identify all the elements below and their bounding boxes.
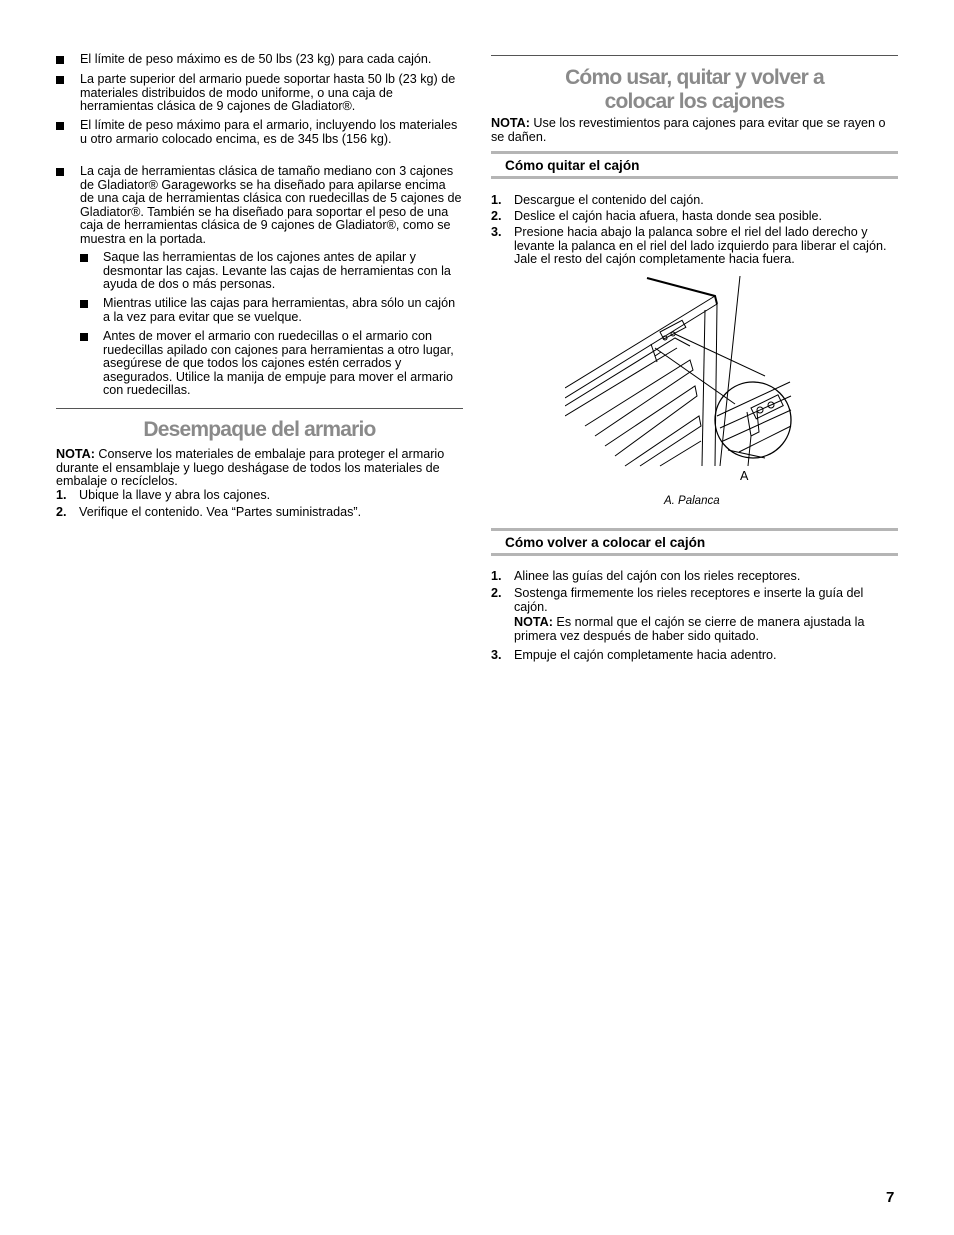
unpack-note: NOTA: Conserve los materiales de embalaje para proteger el armario durante el ensamblaje y luego deshágase de todos los materiales de embalaje o recíclelos. <box>56 447 445 488</box>
section-title-unpack: Desempaque del armario <box>143 418 376 441</box>
bullet-square-icon <box>80 300 88 308</box>
bullet-square-icon <box>56 76 64 84</box>
drawers-note: NOTA: Use los revestimientos para cajones para evitar que se rayen o se dañen. <box>491 116 886 144</box>
section-divider <box>491 55 898 56</box>
bullet-square-icon <box>80 333 88 341</box>
page-number: 7 <box>886 1189 895 1206</box>
section-divider <box>56 408 463 409</box>
section-title-drawers: Cómo usar, quitar y volver a colocar los cajones <box>565 66 824 113</box>
subheading-replace-drawer: Cómo volver a colocar el cajón <box>491 528 898 556</box>
figure-label-a: A <box>740 469 749 483</box>
replace-note: NOTA: Es normal que el cajón se cierre de manera ajustada la primera vez después de haber sido quitado. <box>514 615 865 643</box>
bullet-square-icon <box>56 168 64 176</box>
subheading-remove-drawer: Cómo quitar el cajón <box>491 151 898 179</box>
bullet-square-icon <box>80 254 88 262</box>
figure-caption: A. Palanca <box>664 495 720 507</box>
bullet-square-icon <box>56 56 64 64</box>
bullet-square-icon <box>56 122 64 130</box>
drawer-rail-illustration <box>565 276 825 488</box>
